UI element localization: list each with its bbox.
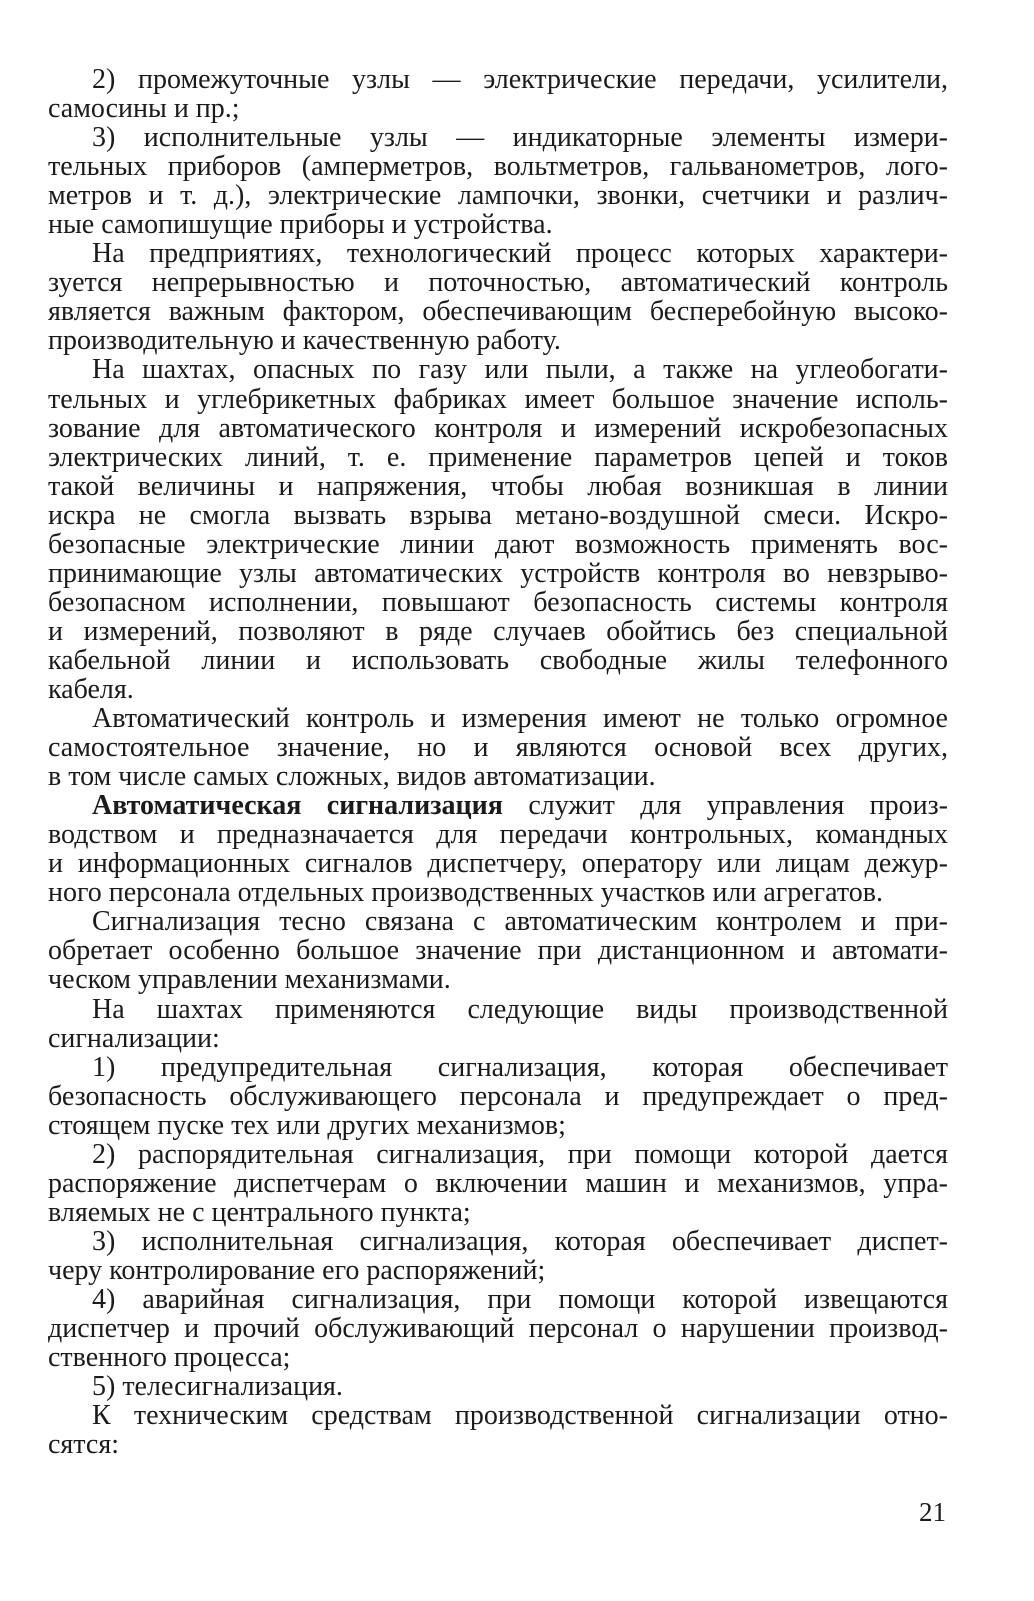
text-line: безопасном исполнении, повышают безопасность системы контроля	[48, 586, 948, 618]
text-line: Сигнализация тесно связана с автоматическим контролем и при-	[92, 906, 948, 938]
text-line: принимающие узлы автоматических устройств контроля во невзрыво-	[48, 557, 948, 589]
text-line: самосины и пр.;	[48, 93, 240, 125]
paragraph	[48, 1401, 948, 1459]
paragraph	[48, 65, 948, 123]
page-number: 21	[919, 1497, 946, 1527]
text-line: искра не смогла вызвать взрыва метано-воздушной смеси. Искро-	[48, 499, 948, 531]
text-line: метров и т. д.), электрические лампочки, звонки, счетчики и различ-	[48, 180, 948, 212]
text-line: ственного процесса;	[48, 1342, 291, 1374]
paragraph	[48, 123, 948, 239]
text-line: тельных и углебрикетных фабриках имеет большое значение исполь-	[48, 383, 948, 415]
text-line: ческом управлении механизмами.	[48, 964, 451, 996]
paragraph	[48, 791, 948, 907]
text-line: 5) телесигнализация.	[92, 1371, 343, 1403]
text-line: и измерений, позволяют в ряде случаев обойтись без специальной	[48, 615, 948, 647]
text-line: сятся:	[48, 1429, 119, 1461]
text-line: зуется непрерывностью и поточностью, автоматический контроль	[48, 267, 948, 299]
text-line: 3) исполнительная сигнализация, которая обеспечивает диспет-	[92, 1225, 948, 1257]
text-line: безопасность обслуживающего персонала и предупреждает о пред-	[48, 1080, 948, 1112]
list-item	[48, 1053, 948, 1140]
bold-term: Автоматическая сигнализация	[92, 790, 503, 822]
text-line: электрических линий, т. е. применение параметров цепей и токов	[48, 441, 948, 473]
text-line: На шахтах применяются следующие виды производственной	[92, 993, 948, 1025]
text-line: На шахтах, опасных по газу или пыли, а также на углеобогати-	[92, 354, 948, 386]
text-line: 2) промежуточные узлы — электрические передачи, усилители,	[92, 64, 948, 95]
text-line: ного персонала отдельных производственных участков или агрегатов.	[48, 877, 883, 909]
text-line: обретает особенно большое значение при дистанционном и автомати-	[48, 935, 948, 967]
text-line: 3) исполнительные узлы — индикаторные элементы измери-	[92, 122, 948, 154]
text-line: Автоматический контроль и измерения имеют не только огромное	[92, 703, 948, 735]
text-line: кабельной линии и использовать свободные жилы телефонного	[48, 644, 948, 676]
paragraph	[48, 907, 948, 994]
text-line: тельных приборов (амперметров, вольтметров, гальванометров, лого-	[48, 151, 948, 183]
list-item	[48, 1372, 948, 1401]
text-line: является важным фактором, обеспечивающим бесперебойную высоко-	[48, 296, 948, 328]
text-line: диспетчер и прочий обслуживающий персонал о нарушении производ-	[48, 1313, 948, 1345]
text-line: производительную и качественную работу.	[48, 325, 561, 357]
text-line: стоящем пуске тех или других механизмов;	[48, 1109, 566, 1141]
paragraph	[48, 995, 948, 1053]
list-item	[48, 1227, 948, 1285]
text-line: в том числе самых сложных, видов автоматизации.	[48, 761, 656, 793]
text-line: 4) аварийная сигнализация, при помощи которой извещаются	[92, 1283, 948, 1315]
text-line: самостоятельное значение, но и являются основой всех других,	[48, 732, 948, 764]
text-line: черу контролирование его распоряжений;	[48, 1254, 546, 1286]
text-line: На предприятиях, технологический процесс которых характери-	[92, 238, 948, 270]
text-line: 2) распорядительная сигнализация, при помощи которой дается	[92, 1138, 948, 1170]
text-line	[48, 791, 948, 820]
text-line: распоряжение диспетчерам о включении машин и механизмов, упра-	[48, 1167, 948, 1199]
text-line: сигнализации:	[48, 1022, 220, 1054]
text-line: безопасные электрические линии дают возможность применять вос-	[48, 528, 948, 560]
body-text	[48, 65, 948, 1459]
list-item	[48, 1285, 948, 1372]
text-line: кабеля.	[48, 673, 134, 705]
paragraph	[48, 239, 948, 355]
text-line: зование для автоматического контроля и измерений искробезопасных	[48, 412, 948, 444]
text-line: водством и предназначается для передачи контрольных, командных	[48, 819, 948, 851]
text-line: такой величины и напряжения, чтобы любая возникшая в линии	[48, 470, 948, 502]
text-line: ные самопишущие приборы и устройства.	[48, 209, 553, 241]
text-line-rest: служит для управления произ-	[502, 790, 949, 822]
text-line: и информационных сигналов диспетчеру, оператору или лицам дежур-	[48, 848, 948, 880]
text-line: вляемых не с центрального пункта;	[48, 1196, 471, 1228]
list-item	[48, 1140, 948, 1227]
paragraph	[48, 355, 948, 704]
paragraph	[48, 704, 948, 791]
text-line: К техническим средствам производственной сигнализации отно-	[92, 1400, 948, 1432]
text-line: 1) предупредительная сигнализация, которая обеспечивает	[92, 1051, 948, 1083]
